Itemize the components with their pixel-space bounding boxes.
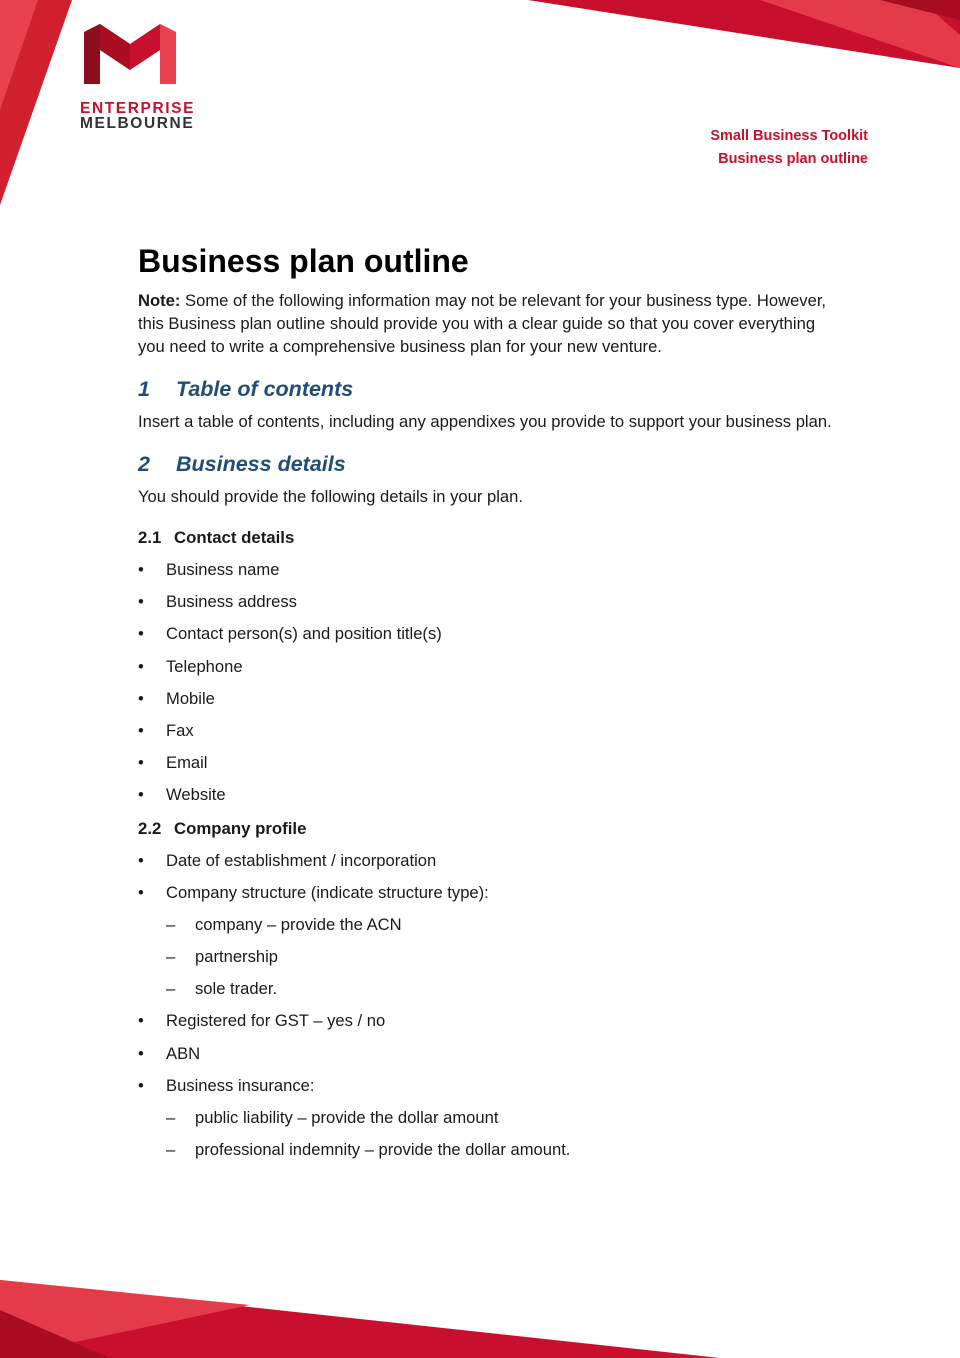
- list-item: • Date of establishment / incorporation: [138, 849, 838, 881]
- sub-list-item: – professional indemnity – provide the dollar amount.: [138, 1138, 838, 1170]
- document-body: [138, 240, 838, 1170]
- list-item: • Business name: [138, 558, 838, 590]
- list-item: • Fax: [138, 719, 838, 751]
- subsection-2-2-number: 2.2: [138, 818, 162, 838]
- list-item: • Mobile: [138, 687, 838, 719]
- contact-details-list: [138, 558, 838, 816]
- section-2-body: You should provide the following details in your plan.: [138, 487, 523, 506]
- sub-list-item: – company – provide the ACN: [138, 913, 838, 945]
- section-1-title: Table of contents: [176, 377, 354, 401]
- company-profile-list: [138, 849, 838, 1171]
- sub-list-item: – sole trader.: [138, 977, 838, 1009]
- page-title: Business plan outline: [138, 243, 469, 279]
- list-item: • Company structure (indicate structure type):: [138, 881, 838, 913]
- section-2-number: 2: [138, 452, 150, 476]
- list-item: • Business address: [138, 590, 838, 622]
- section-2-heading: [138, 450, 838, 478]
- subsection-2-1-number: 2.1: [138, 528, 162, 547]
- list-item: • Website: [138, 783, 838, 815]
- list-item: • Telephone: [138, 655, 838, 687]
- subsection-2-1-title: Contact details: [174, 528, 295, 547]
- note-text: Some of the following information may not be relevant for your business type. However, this Business plan outline should provide you with a clear guide so that you cover everything you need to write a comprehensive business plan for your new venture.: [138, 291, 827, 356]
- note-label: Note:: [138, 291, 181, 310]
- subsection-2-2-heading: [138, 817, 838, 840]
- list-item: • Email: [138, 751, 838, 783]
- list-item: • Contact person(s) and position title(s): [138, 622, 838, 654]
- section-2-title: Business details: [176, 452, 346, 476]
- enterprise-melbourne-logo: [80, 22, 196, 132]
- section-1-number: 1: [138, 377, 150, 401]
- logo-m-icon: [80, 22, 180, 88]
- header-doc-title: Business plan outline: [718, 151, 868, 167]
- section-1-heading: [138, 375, 838, 403]
- logo-line-2: MELBOURNE: [80, 115, 195, 132]
- list-item: • Registered for GST – yes / no: [138, 1009, 838, 1041]
- sub-list-item: – public liability – provide the dollar amount: [138, 1106, 838, 1138]
- subsection-2-2-title: Company profile: [174, 818, 307, 838]
- note-paragraph: [138, 289, 838, 358]
- logo-line-1: ENTERPRISE: [80, 100, 196, 117]
- subsection-2-1-heading: [138, 526, 838, 549]
- toolkit-label: Small Business Toolkit: [710, 128, 868, 144]
- list-item: • ABN: [138, 1042, 838, 1074]
- section-1-body: Insert a table of contents, including any appendixes you provide to support your business plan.: [138, 412, 832, 431]
- sub-list-item: – partnership: [138, 945, 838, 977]
- document-header: [710, 125, 868, 171]
- list-item: • Business insurance:: [138, 1074, 838, 1106]
